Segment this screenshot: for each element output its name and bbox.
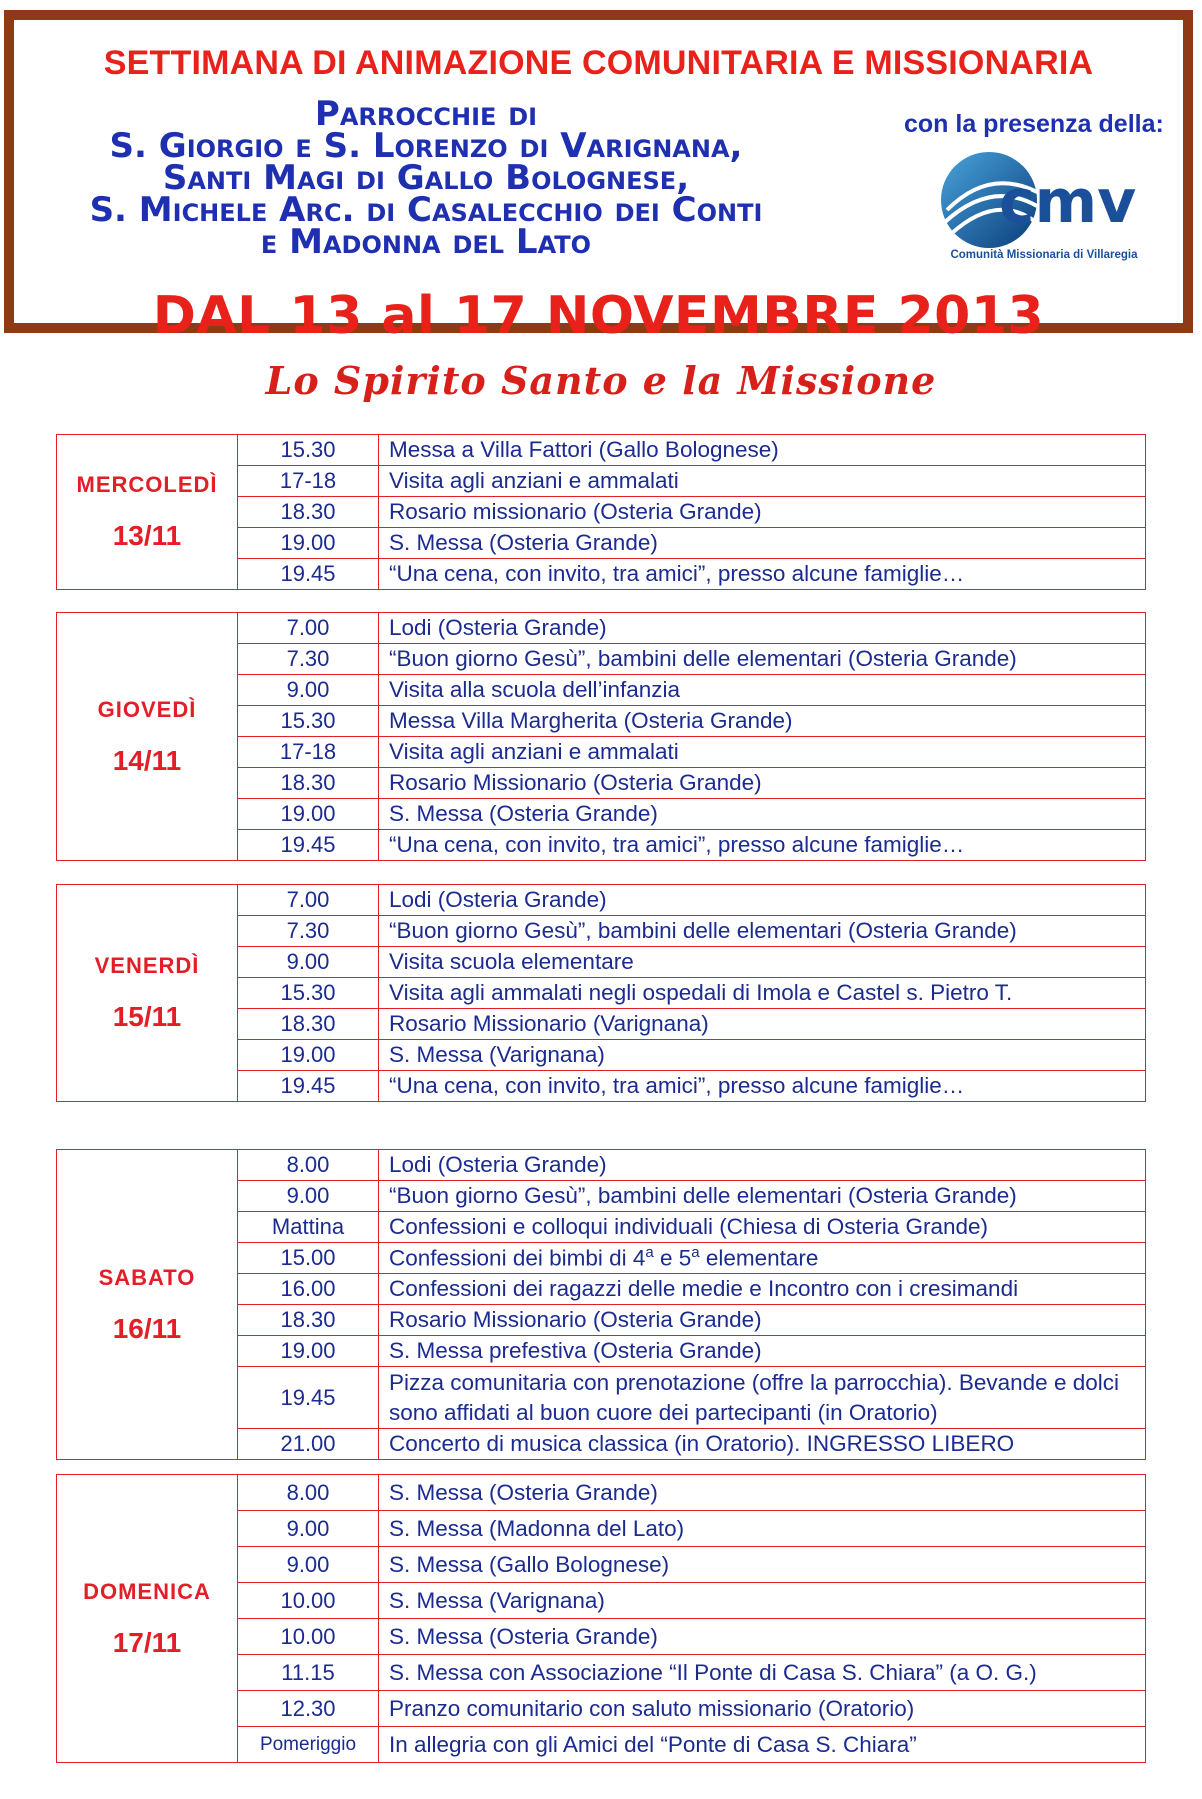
presence-label: con la presenza della:: [904, 110, 1164, 138]
subtitle: Lo Spirito Santo e la Missione: [265, 358, 937, 403]
event-title: SETTIMANA DI ANIMAZIONE COMUNITARIA E MISSIONARIA: [103, 44, 1094, 82]
activity-cell: Pizza comunitaria con prenotazione (offre la parrocchia). Bevande e dolci sono affidati al buon cuore dei partecipanti (in Oratorio): [379, 1367, 1146, 1429]
activity-cell: Visita agli ammalati negli ospedali di Imola e Castel s. Pietro T.: [379, 978, 1146, 1009]
activity-cell: Rosario Missionario (Osteria Grande): [379, 768, 1146, 799]
parishes-line: e Madonna del Lato: [260, 222, 592, 262]
time-cell: 9.00: [238, 1181, 379, 1212]
schedule-table: [56, 612, 1146, 861]
activity-cell: Visita scuola elementare: [379, 947, 1146, 978]
time-cell: 9.00: [238, 947, 379, 978]
time-cell: 19.00: [238, 799, 379, 830]
day-cell: [57, 613, 238, 861]
activity-cell: Lodi (Osteria Grande): [379, 885, 1146, 916]
activity-cell: S. Messa (Osteria Grande): [379, 1475, 1146, 1511]
ordinal-suffix: a: [645, 1244, 654, 1262]
day-date: 16/11: [112, 1312, 182, 1344]
day-schedule-friday: [56, 884, 1146, 1102]
activity-cell: Concerto di musica classica (in Oratorio). INGRESSO LIBERO: [379, 1429, 1146, 1460]
activity-cell: Confessioni dei ragazzi delle medie e Incontro con i cresimandi: [379, 1274, 1146, 1305]
activity-cell: “Buon giorno Gesù”, bambini delle elementari (Osteria Grande): [379, 644, 1146, 675]
table-row: [57, 885, 1146, 916]
activity-cell: [379, 1243, 1146, 1274]
parishes-line: Parrocchie di: [314, 94, 538, 134]
activity-cell: “Buon giorno Gesù”, bambini delle elementari (Osteria Grande): [379, 916, 1146, 947]
parishes-block: [26, 94, 826, 262]
day-cell: [57, 1475, 238, 1763]
table-row: [57, 435, 1146, 466]
table-row: [57, 1150, 1146, 1181]
time-cell: 11.15: [238, 1655, 379, 1691]
day-name: MERCOLEDÌ: [76, 472, 218, 497]
time-cell: 8.00: [238, 1475, 379, 1511]
day-cell: [57, 885, 238, 1102]
activity-cell: Messa a Villa Fattori (Gallo Bolognese): [379, 435, 1146, 466]
activity-cell: In allegria con gli Amici del “Ponte di Casa S. Chiara”: [379, 1727, 1146, 1763]
activity-text: e 5: [653, 1245, 692, 1271]
activity-cell: Pranzo comunitario con saluto missionario (Oratorio): [379, 1691, 1146, 1727]
time-cell: 19.45: [238, 1071, 379, 1102]
time-cell: 8.00: [238, 1150, 379, 1181]
logo-text: cmv: [999, 167, 1137, 237]
time-cell: 10.00: [238, 1619, 379, 1655]
time-cell: 17-18: [238, 737, 379, 768]
activity-cell: S. Messa (Gallo Bolognese): [379, 1547, 1146, 1583]
activity-cell: S. Messa (Osteria Grande): [379, 799, 1146, 830]
header-box: [4, 10, 1193, 346]
activity-cell: “Una cena, con invito, tra amici”, presso alcune famiglie…: [379, 559, 1146, 590]
day-date: 13/11: [112, 520, 182, 551]
time-cell: 18.30: [238, 1009, 379, 1040]
activity-cell: Lodi (Osteria Grande): [379, 613, 1146, 644]
time-cell: 19.45: [238, 1367, 379, 1429]
parishes-line: S. Michele Arc. di Casalecchio dei Conti: [89, 190, 763, 230]
day-name: SABATO: [98, 1264, 196, 1290]
activity-cell: Visita alla scuola dell’infanzia: [379, 675, 1146, 706]
ordinal-suffix: a: [691, 1244, 700, 1262]
day-schedule-saturday: [56, 1149, 1146, 1460]
time-cell: 9.00: [238, 1511, 379, 1547]
day-date: 17/11: [112, 1626, 182, 1658]
time-cell: 21.00: [238, 1429, 379, 1460]
time-cell: 15.30: [238, 435, 379, 466]
day-name: VENERDÌ: [94, 953, 200, 978]
time-cell: 18.30: [238, 497, 379, 528]
activity-cell: S. Messa (Osteria Grande): [379, 528, 1146, 559]
activity-cell: Rosario Missionario (Osteria Grande): [379, 1305, 1146, 1336]
time-cell: 18.30: [238, 1305, 379, 1336]
activity-cell: Visita agli anziani e ammalati: [379, 737, 1146, 768]
time-cell: 7.30: [238, 916, 379, 947]
time-cell: 15.00: [238, 1243, 379, 1274]
activity-cell: S. Messa con Associazione “Il Ponte di Casa S. Chiara” (a O. G.): [379, 1655, 1146, 1691]
schedule-table: [56, 1474, 1146, 1763]
day-name: DOMENICA: [83, 1578, 211, 1604]
activity-cell: S. Messa (Madonna del Lato): [379, 1511, 1146, 1547]
time-cell: 19.00: [238, 1040, 379, 1071]
time-cell: 7.00: [238, 613, 379, 644]
time-cell: 9.00: [238, 675, 379, 706]
time-cell: 19.00: [238, 528, 379, 559]
time-cell: 18.30: [238, 768, 379, 799]
time-cell: 7.00: [238, 885, 379, 916]
time-cell: 9.00: [238, 1547, 379, 1583]
table-row: [57, 1475, 1146, 1511]
activity-cell: Rosario missionario (Osteria Grande): [379, 497, 1146, 528]
activity-cell: Messa Villa Margherita (Osteria Grande): [379, 706, 1146, 737]
day-schedule-thursday: [56, 612, 1146, 861]
event-dates: DAL 13 al 17 NOVEMBRE 2013: [152, 286, 1045, 346]
activity-cell: Lodi (Osteria Grande): [379, 1150, 1146, 1181]
time-cell: 17-18: [238, 466, 379, 497]
time-cell: 12.30: [238, 1691, 379, 1727]
activity-cell: Rosario Missionario (Varignana): [379, 1009, 1146, 1040]
time-cell: Pomeriggio: [238, 1727, 379, 1763]
activity-text: elementare: [699, 1245, 819, 1271]
schedule-table: [56, 884, 1146, 1102]
time-cell: 10.00: [238, 1583, 379, 1619]
activity-cell: S. Messa (Varignana): [379, 1040, 1146, 1071]
activity-cell: S. Messa (Osteria Grande): [379, 1619, 1146, 1655]
logo-caption: Comunità Missionaria di Villaregia: [950, 249, 1138, 261]
activity-cell: S. Messa prefestiva (Osteria Grande): [379, 1336, 1146, 1367]
parishes-line: S. Giorgio e S. Lorenzo di Varignana,: [109, 126, 743, 166]
schedule-table: [56, 434, 1146, 590]
activity-cell: Visita agli anziani e ammalati: [379, 466, 1146, 497]
activity-cell: “Una cena, con invito, tra amici”, presso alcune famiglie…: [379, 830, 1146, 861]
table-row: [57, 613, 1146, 644]
activity-cell: “Una cena, con invito, tra amici”, presso alcune famiglie…: [379, 1071, 1146, 1102]
activity-cell: “Buon giorno Gesù”, bambini delle elementari (Osteria Grande): [379, 1181, 1146, 1212]
time-cell: 15.30: [238, 706, 379, 737]
time-cell: 19.45: [238, 559, 379, 590]
time-cell: 19.45: [238, 830, 379, 861]
time-cell: 16.00: [238, 1274, 379, 1305]
time-cell: Mattina: [238, 1212, 379, 1243]
schedule-table: [56, 1149, 1146, 1460]
day-cell: [57, 1150, 238, 1460]
day-schedule-sunday: [56, 1474, 1146, 1763]
activity-cell: Confessioni e colloqui individuali (Chiesa di Osteria Grande): [379, 1212, 1146, 1243]
activity-text: Confessioni dei bimbi di 4: [389, 1245, 646, 1271]
parishes-line: Santi Magi di Gallo Bolognese,: [162, 158, 690, 198]
day-cell: [57, 435, 238, 590]
day-name: GIOVEDÌ: [97, 696, 197, 722]
day-date: 15/11: [112, 1001, 182, 1032]
time-cell: 19.00: [238, 1336, 379, 1367]
time-cell: 15.30: [238, 978, 379, 1009]
day-date: 14/11: [112, 744, 182, 776]
activity-cell: S. Messa (Varignana): [379, 1583, 1146, 1619]
day-schedule-wednesday: [56, 434, 1146, 590]
time-cell: 7.30: [238, 644, 379, 675]
